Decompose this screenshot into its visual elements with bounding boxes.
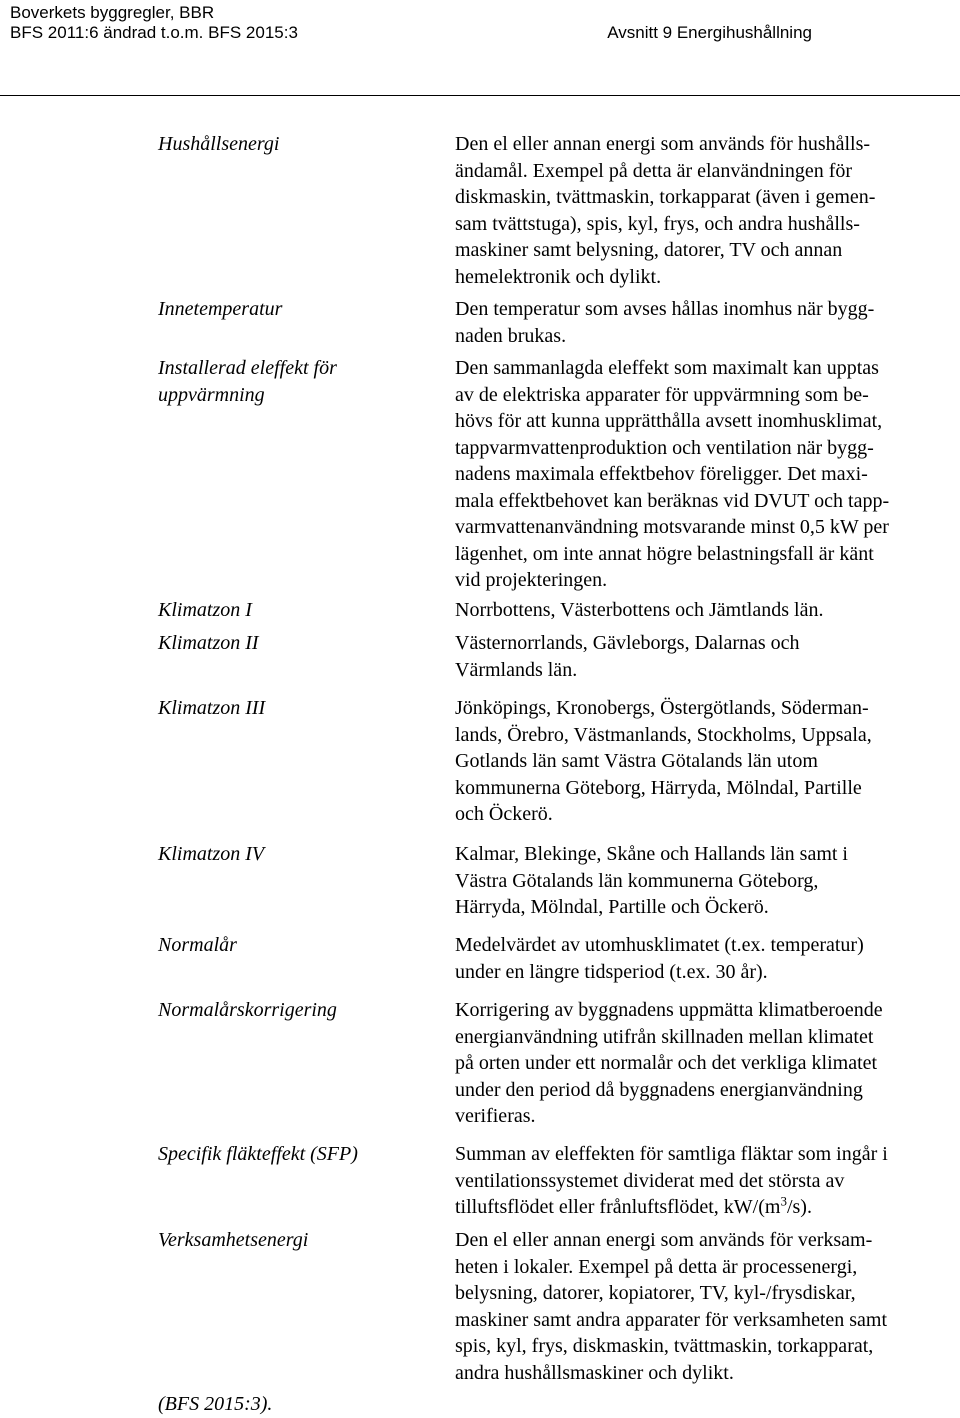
term-verksamhetsenergi: Verksamhetsenergi (158, 1229, 309, 1251)
term-klimatzon-4: Klimatzon IV (158, 843, 265, 865)
definition-klimatzon-3: Jönköpings, Kronobergs, Östergötlands, Söderman- lands, Örebro, Västmanlands, Stockholms, Uppsala, Gotlands län samt Västra Götalands län utom kommunerna Göteborg, Härryda, Mölndal, Partille och Öckerö. (455, 697, 872, 825)
definition-klimatzon-4: Kalmar, Blekinge, Skåne och Hallands län samt i Västra Götalands län kommunerna Göteborg, Härryda, Mölndal, Partille och Öckerö. (455, 843, 848, 918)
term-normalar: Normalår (158, 934, 237, 956)
term-installerad-eleffekt: Installerad eleffekt för uppvärmning (158, 357, 337, 406)
definition-normalarskorrigering: Korrigering av byggnadens uppmätta klimatberoende energianvändning utifrån skillnaden mellan klimatet på orten under ett normalår och det verkliga klimatet under den period då byggnadens energianvändning verifieras. (455, 999, 883, 1127)
term-hushallsenergi: Hushållsenergi (158, 133, 280, 155)
header-rule (0, 95, 960, 96)
definition-klimatzon-2: Västernorrlands, Gävleborgs, Dalarnas och Värmlands län. (455, 632, 800, 681)
term-bfs-reference: (BFS 2015:3). (158, 1393, 273, 1415)
term-normalarskorrigering: Normalårskorrigering (158, 999, 337, 1021)
term-sfp: Specifik fläkteffekt (SFP) (158, 1143, 358, 1165)
term-klimatzon-3: Klimatzon III (158, 697, 266, 719)
definition-verksamhetsenergi: Den el eller annan energi som används för verksam- heten i lokaler. Exempel på detta är processenergi, belysning, datorer, kopiatorer, TV, kyl-/frysdiskar, maskiner samt andra apparater för verksamheten samt spis, kyl, frys, diskmaskin, tvättmaskin, torkapparat, andra hushållsmaskiner och dylikt. (455, 1229, 888, 1384)
definition-sfp: Summan av eleffekten för samtliga fläktar som ingår i ventilationssystemet dividerat med det största av tilluftsflödet eller frånluftsflödet, $kW/(m^3/s)$. (455, 1143, 888, 1218)
term-klimatzon-2: Klimatzon II (158, 632, 259, 654)
superscript-3: 3 (780, 1193, 787, 1209)
header-bfs: BFS 2011:6 ändrad t.o.m. BFS 2015:3 (10, 23, 298, 42)
definition-hushallsenergi: Den el eller annan energi som används för hushålls- ändamål. Exempel på detta är elanvändningen för diskmaskin, tvättmaskin, torkapparat (även i gemen- sam tvättstuga), spis, kyl, frys, och andra hushålls- maskiner samt belysning, datorer, TV och annan hemelektronik och dylikt. (455, 133, 876, 288)
header-section: Avsnitt 9 Energihushållning (607, 23, 812, 42)
definition-normalar: Medelvärdet av utomhusklimatet (t.ex. temperatur) under en längre tidsperiod (t.ex. 30 år). (455, 934, 864, 983)
term-innetemperatur: Innetemperatur (158, 298, 283, 320)
definition-innetemperatur: Den temperatur som avses hållas inomhus när bygg- naden brukas. (455, 298, 875, 347)
definition-installerad-eleffekt: Den sammanlagda eleffekt som maximalt kan upptas av de elektriska apparater för uppvärmning som be- hövs för att kunna upprätthålla avsett inomhusklimat, tappvarmvattenproduktion och ventilation när bygg- nadens maximala effektbehov föreligger. Det maxi- mala effektbehovet kan beräknas vid DVUT och tapp- varmvattenanvändning motsvarande minst 0,5 kW per lägenhet, om inte annat högre belastningsfall är känt vid projekteringen. (455, 357, 890, 591)
header-title: Boverkets byggregler, BBR (10, 3, 215, 22)
term-klimatzon-1: Klimatzon I (158, 599, 252, 621)
definition-klimatzon-1: Norrbottens, Västerbottens och Jämtlands län. (455, 599, 824, 621)
